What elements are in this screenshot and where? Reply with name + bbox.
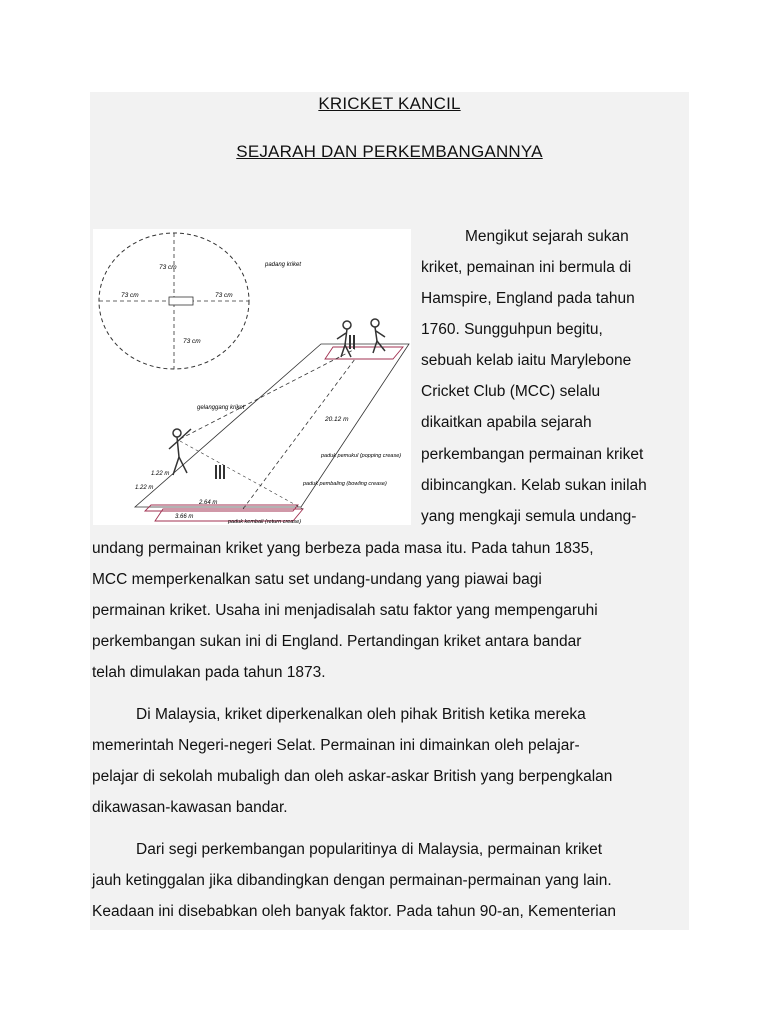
dim-a-label: 1.22 m <box>151 471 170 477</box>
radius-right-label: 73 cm <box>215 292 233 299</box>
text-line: undang permainan kriket yang berbeza pada masa itu. Pada tahun 1835, <box>92 540 594 557</box>
text-line: jauh ketinggalan jika dibandingkan dengan permainan-permainan yang lain. <box>92 872 612 889</box>
dim-c-label: 2.64 m <box>199 500 218 506</box>
batsman-figure <box>337 321 351 357</box>
text-line: Dari segi perkembangan popularitinya di Malaysia, permainan kriket <box>136 841 603 858</box>
bowling-crease-label: paduk pembaling (bowling crease) <box>303 481 387 487</box>
text-line: Mengikut sejarah sukan <box>465 228 629 245</box>
text-line: perkembangan permainan kriket <box>421 446 644 463</box>
text-line: pelajar di sekolah mubaligh dan oleh askar-askar British yang berpengkalan <box>92 768 613 785</box>
centre-pitch-box <box>169 297 193 305</box>
text-line: Hamspire, England pada tahun <box>421 290 635 307</box>
text-line: telah dimulakan pada tahun 1873. <box>92 664 326 681</box>
cricket-field-svg <box>93 229 411 525</box>
text-line: Di Malaysia, kriket diperkenalkan oleh pihak British ketika mereka <box>136 706 586 723</box>
text-line: Cricket Club (MCC) selalu <box>421 383 601 400</box>
text-line: dikaitkan apabila sejarah <box>421 414 592 431</box>
pitch-crease-bottom <box>145 505 298 511</box>
return-crease-label: paduk kembali (return crease) <box>228 519 302 525</box>
radius-bottom-label: 73 cm <box>183 338 201 345</box>
popping-crease-label: paduk pemukul (popping crease) <box>321 453 402 459</box>
text-line: sebuah kelab iaitu Marylebone <box>421 352 632 369</box>
text-line: yang mengkaji semula undang- <box>421 508 637 525</box>
document-title: KRICKET KANCIL <box>318 94 461 113</box>
text-line: permainan kriket. Usaha ini menjadisalah satu faktor yang mempengaruhi <box>92 602 598 619</box>
text-line: dikawasan-kawasan bandar. <box>92 799 288 816</box>
pitch-length-label: 20.12 m <box>325 416 349 423</box>
radius-left-label: 73 cm <box>121 292 139 299</box>
text-line: perkembangan sukan ini di England. Pertandingan kriket antara bandar <box>92 633 582 650</box>
document-page <box>90 92 689 930</box>
text-line: kriket, pemainan ini bermula di <box>421 259 632 276</box>
text-line: Keadaan ini disebabkan oleh banyak faktor. Pada tahun 90-an, Kementerian <box>92 903 616 920</box>
text-line: memerintah Negeri-negeri Selat. Permainan ini dimainkan oleh pelajar- <box>92 737 580 754</box>
wicket-stump <box>215 465 217 479</box>
dim-b-label: 1.22 m <box>135 485 154 491</box>
pitch-crease-top <box>325 347 403 359</box>
dim-d-label: 3.66 m <box>175 514 194 520</box>
radius-top-label: 73 cm <box>159 264 177 271</box>
text-line: dibincangkan. Kelab sukan inilah <box>421 477 647 494</box>
document-subtitle: SEJARAH DAN PERKEMBANGANNYA <box>236 142 543 161</box>
bowler-figure <box>169 429 191 475</box>
cricket-field-diagram <box>93 229 411 525</box>
wicketkeeper-figure <box>371 319 385 353</box>
text-line: MCC memperkenalkan satu set undang-undang yang piawai bagi <box>92 571 542 588</box>
field-label: padang kriket <box>265 262 302 268</box>
ground-label: gelanggang kriket <box>197 405 245 411</box>
text-line: 1760. Sungguhpun begitu, <box>421 321 603 338</box>
